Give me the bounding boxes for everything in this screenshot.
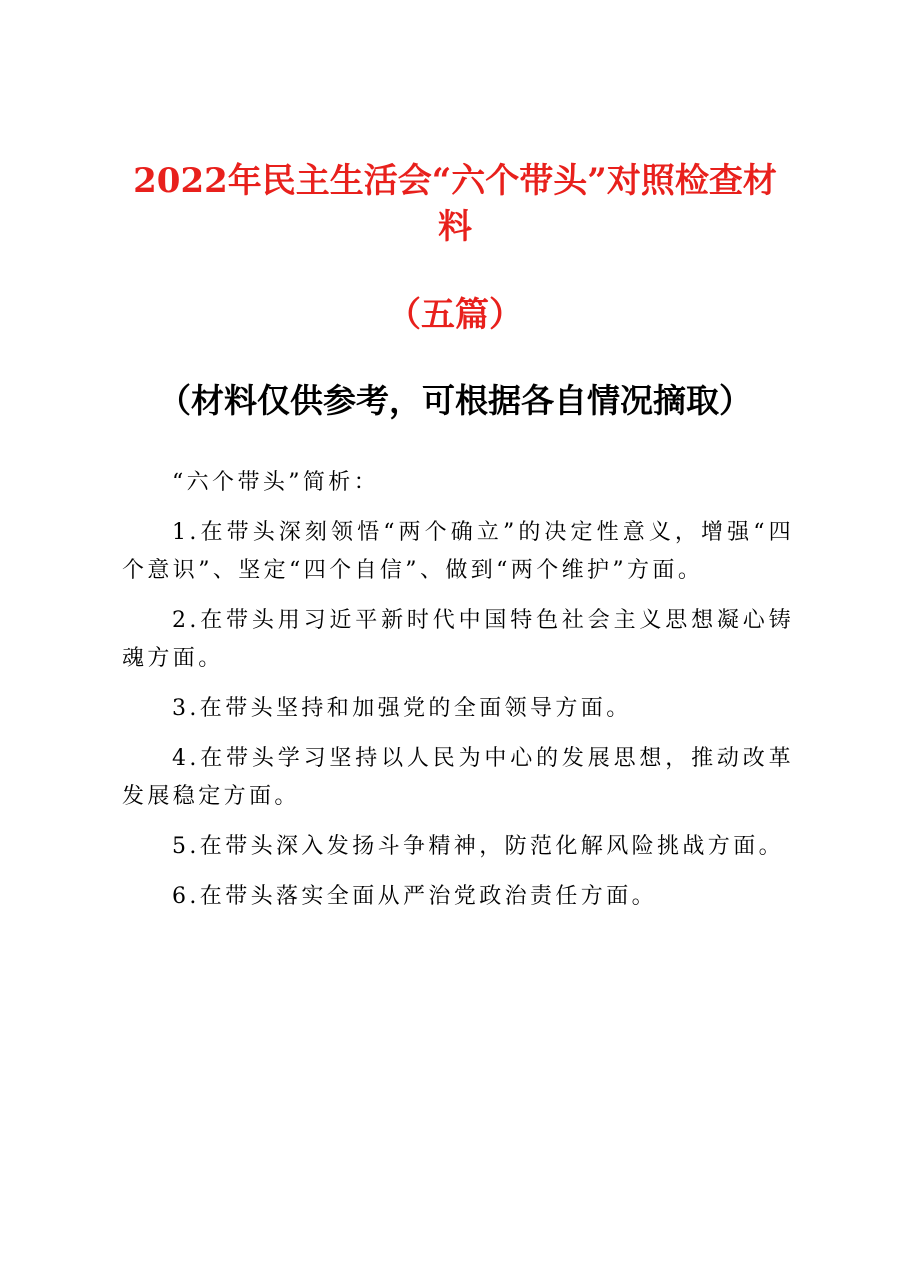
- usage-note: （材料仅供参考，可根据各自情况摘取）: [158, 381, 752, 420]
- document-body: [122, 464, 794, 928]
- list-item-2: 2.在带头用习近平新时代中国特色社会主义思想凝心铸魂方面。: [122, 608, 794, 671]
- list-item-3: 3.在带头坚持和加强党的全面领导方面。: [172, 696, 632, 721]
- document-subtitle: （五篇）: [387, 295, 523, 335]
- list-item-5: 5.在带头深入发扬斗争精神，防范化解风险挑战方面。: [172, 834, 784, 859]
- list-item-6: 6.在带头落实全面从严治党政治责任方面。: [172, 884, 657, 909]
- document-title: 2022年民主生活会“六个带头”对照检查材料: [133, 161, 777, 247]
- list-item-4: 4.在带头学习坚持以人民为中心的发展思想，推动改革发展稳定方面。: [122, 746, 794, 809]
- intro-paragraph: “六个带头”简析：: [172, 470, 380, 495]
- list-item-1: 1.在带头深刻领悟“两个确立”的决定性意义，增强“四个意识”、坚定“四个自信”、做到“两个维护”方面。: [122, 520, 794, 583]
